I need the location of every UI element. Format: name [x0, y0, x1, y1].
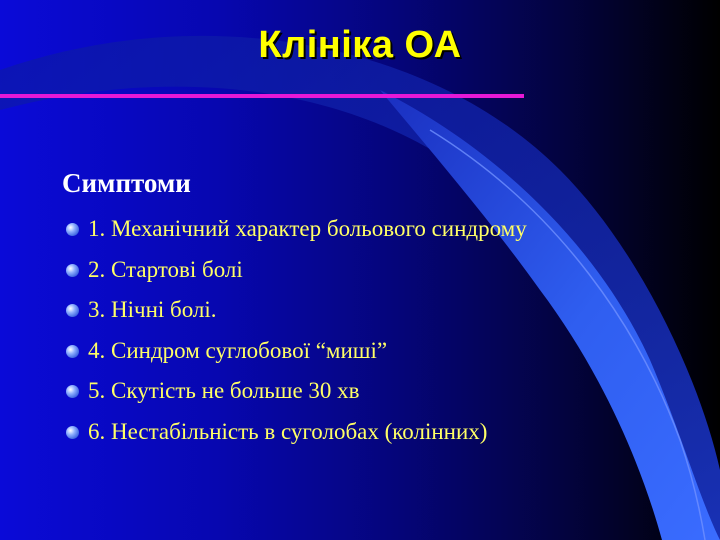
sphere-bullet-icon	[66, 304, 79, 317]
sphere-bullet-icon	[66, 223, 79, 236]
sphere-bullet-icon	[66, 345, 79, 358]
title-underline-rule	[0, 94, 524, 98]
list-item-text: 5. Скутість не больше 30 хв	[88, 378, 360, 403]
list-item	[66, 213, 527, 254]
sphere-bullet-icon	[66, 426, 79, 439]
symptom-list	[66, 213, 527, 456]
list-item	[66, 335, 527, 376]
list-item	[66, 294, 527, 335]
slide-title: Клініка ОА	[258, 24, 462, 66]
list-item-text: 3. Нічні болі.	[88, 297, 217, 322]
sphere-bullet-icon	[66, 264, 79, 277]
list-item	[66, 375, 527, 416]
list-item-text: 4. Синдром суглобової “миші”	[88, 337, 388, 363]
list-item	[66, 254, 527, 295]
list-item-text: 2. Стартові болі	[88, 256, 243, 282]
list-item-text: 1. Механічний характер больового синдрому	[88, 216, 527, 241]
list-item	[66, 416, 527, 457]
sphere-bullet-icon	[66, 385, 79, 398]
section-heading: Симптоми	[62, 168, 191, 198]
list-item-text: 6. Нестабільність в суголобах (колінних)	[88, 418, 488, 444]
